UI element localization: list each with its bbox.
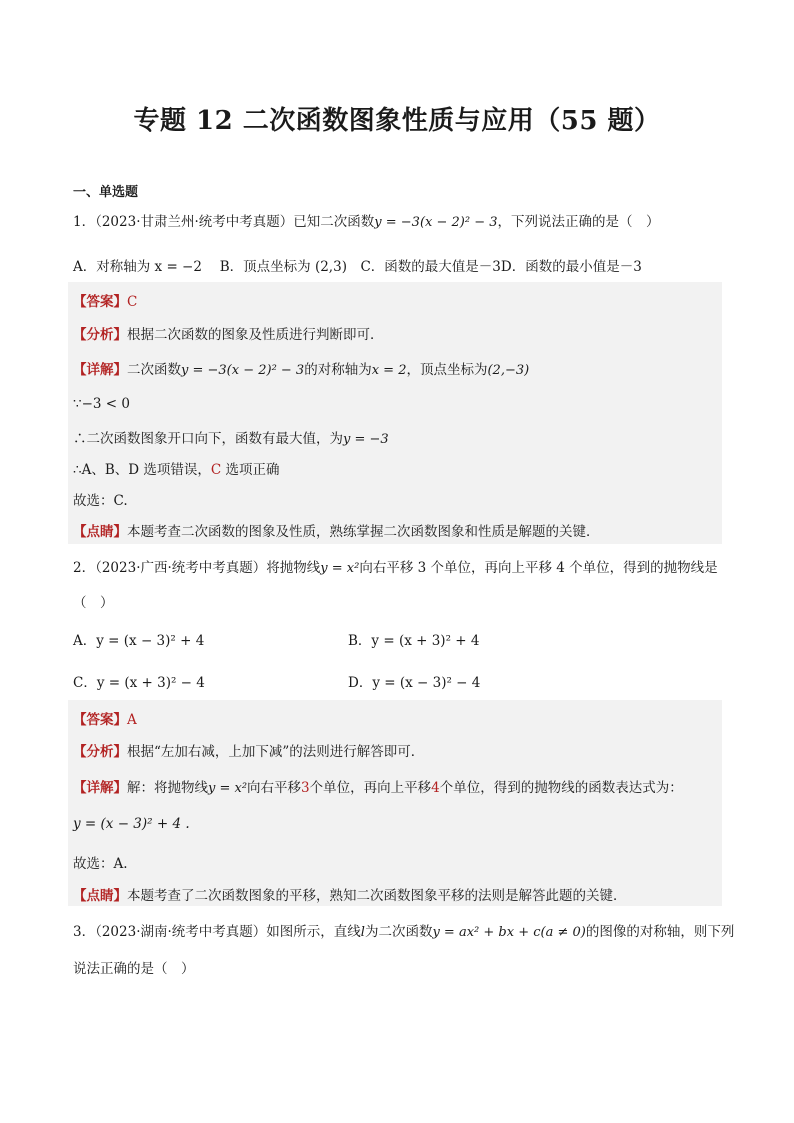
q1-comment [73,520,600,540]
q2-comment [73,884,627,904]
page-title: 专题 12 二次函数图象性质与应用（55 题） [133,106,661,136]
q2-option-c: C．y = (x + 3)² − 4 [73,675,205,691]
q3-stem-line-2: 说法正确的是（ ） [73,961,195,977]
q2-stem-text: 2．（2023·广西·统考中考真题）将抛物线 [73,560,321,576]
q2-stem-tail: 向右平移 3 个单位，再向上平移 4 个单位，得到的抛物线是 [359,560,718,576]
q1-detail [73,358,529,378]
q2-analysis-text: 根据“左加右减，上加下减”的法则进行解答即可． [127,744,425,760]
q3-stem-text-2: 为二次函数 [364,924,433,940]
q2-shift-right: 3 [301,780,310,796]
q2-shift-up: 4 [431,780,440,796]
comment-tag: 【点睛】 [73,524,127,540]
q1-detail-expression: y = −3(x − 2)² − 3 [181,363,305,378]
q1-comment-text: 本题考查二次函数的图象及性质，熟练掌握二次函数图象和性质是解题的关键． [127,524,600,540]
q1-reason-3-tail: 选项正确 [221,462,280,478]
detail-tag: 【详解】 [73,780,127,796]
q1-reason-3-text: ∴A、B、D 选项错误， [73,462,211,478]
q2-solution-box [68,700,722,906]
q2-expression: y = x² [320,561,360,576]
q1-max-expression: y = −3 [343,432,389,447]
q1-answer-value: C [127,294,138,310]
q3-stem-text: 3．（2023·湖南·统考中考真题）如图所示，直线 [73,924,361,940]
analysis-tag: 【分析】 [73,327,127,343]
q3-line-symbol: l [360,925,365,940]
q1-options: A．对称轴为 x = −2 B．顶点坐标为 (2,3) C．函数的最大值是－3D．函数的最小值是－3 [73,259,642,275]
q2-analysis [73,740,424,760]
q2-detail [73,776,683,796]
q1-expression: y = −3(x − 2)² − 3 [374,215,498,230]
q2-detail-text-3: 个单位，再向上平移 [309,780,432,796]
q2-choose: 故选：A. [73,856,128,872]
q2-comment-text: 本题考查了二次函数图象的平移，熟知二次函数图象平移的法则是解答此题的关键． [127,888,627,904]
q3-expression: y = ax² + bx + c(a ≠ 0) [432,925,586,940]
q1-choose: 故选：C. [73,493,128,509]
q2-option-d: D．y = (x − 3)² − 4 [348,675,481,691]
q1-stem [73,210,660,230]
q1-stem-tail: ，下列说法正确的是（ ） [497,214,660,230]
q1-solution-box [68,282,722,544]
answer-tag: 【答案】 [73,712,127,728]
q1-correct-option: C [210,462,222,478]
q1-vertex-expression: (2,−3) [487,363,530,378]
q1-analysis [73,323,384,343]
q1-analysis-text: 根据二次函数的图象及性质进行判断即可． [127,327,384,343]
q3-stem [73,920,734,940]
section-heading: 一、单选题 [73,185,139,200]
q2-detail-text-4: 个单位，得到的抛物线的函数表达式为： [439,780,683,796]
q2-answer [73,708,137,728]
q1-detail-text: 二次函数 [127,362,181,378]
q2-detail-text-2: 向右平移 [247,780,302,796]
comment-tag: 【点睛】 [73,888,127,904]
q2-stem [73,556,718,576]
q2-detail-expression: y = x² [208,781,248,796]
q2-answer-value: A [127,712,137,728]
q1-reason-2-text: ∴二次函数图象开口向下，函数有最大值，为 [73,431,343,447]
q2-paren: （ ） [73,595,114,611]
q3-stem-tail: 的图像的对称轴，则下列 [585,924,735,940]
q1-reason-1: ∵−3 < 0 [73,396,130,412]
q1-detail-text-3: ，顶点坐标为 [406,362,488,378]
analysis-tag: 【分析】 [73,744,127,760]
q1-answer [73,290,137,310]
answer-tag: 【答案】 [73,294,127,310]
q2-option-a: A．y = (x − 3)² + 4 [73,633,205,649]
q2-detail-text: 解：将抛物线 [127,780,208,796]
q1-detail-text-2: 的对称轴为 [304,362,372,378]
q1-axis-expression: x = 2 [371,363,407,378]
q2-result: y = (x − 3)² + 4 . [73,816,190,832]
q2-option-b: B．y = (x + 3)² + 4 [348,633,480,649]
q1-stem-text: 1．（2023·甘肃兰州·统考中考真题）已知二次函数 [73,214,375,230]
q1-reason-3 [73,458,280,478]
detail-tag: 【详解】 [73,362,127,378]
q1-reason-2 [73,427,389,447]
